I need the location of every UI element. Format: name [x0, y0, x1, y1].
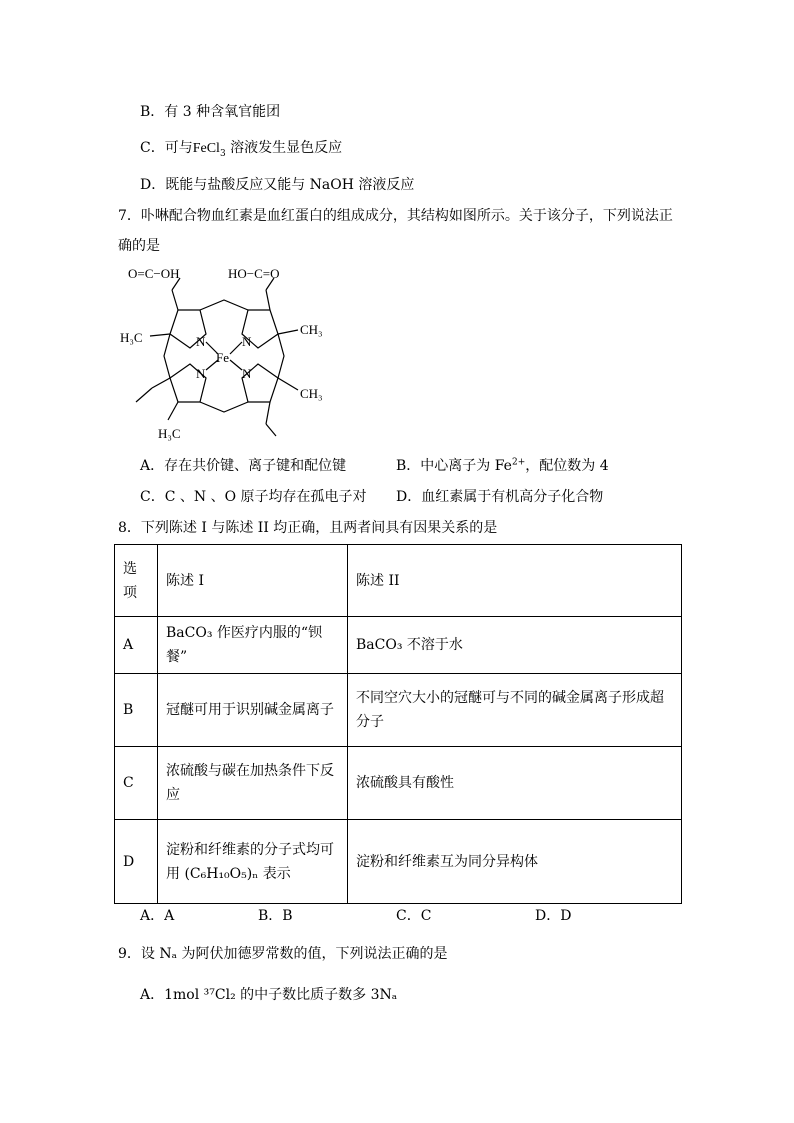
- q7-option-d: D．血红素属于有机高分子化合物: [396, 489, 604, 505]
- q6-option-c-post: 溶液发生显色反应: [230, 140, 343, 156]
- table-row: [115, 617, 682, 674]
- q7-option-b-pre: B．中心离子为 Fe: [396, 458, 512, 474]
- cooh-right-label: HO−C=O: [228, 266, 280, 281]
- row-c-statement-2: 浓硫酸具有酸性: [348, 747, 682, 820]
- q7-option-b-post: ，配位数为 4: [525, 458, 609, 474]
- q7-stem-line2: 确的是: [118, 238, 160, 254]
- methyl-left-label: H₃C: [120, 330, 143, 345]
- row-d-statement-1: 淀粉和纤维素的分子式均可用 (C₆H₁₀O₅)ₙ 表示: [158, 820, 348, 904]
- row-d-statement-2: 淀粉和纤维素互为同分异构体: [348, 820, 682, 904]
- row-a-statement-2: BaCO₃ 不溶于水: [348, 617, 682, 674]
- header-option: 选项: [115, 545, 158, 617]
- nitrogen-label-2: N: [242, 334, 252, 349]
- row-a-option: A: [115, 617, 158, 674]
- table-row: [115, 820, 682, 904]
- header-statement-2: 陈述 II: [348, 545, 682, 617]
- q6-option-c-pre: C．可与: [140, 140, 193, 156]
- q8-stem: 8．下列陈述 I 与陈述 II 均正确，且两者间具有因果关系的是: [118, 520, 498, 536]
- q6-option-c-sub: 3: [219, 148, 226, 159]
- row-b-option: B: [115, 674, 158, 747]
- iron-label: Fe: [216, 350, 229, 365]
- q6-option-c: [140, 138, 342, 159]
- nitrogen-label-4: N: [242, 366, 252, 381]
- q7-option-a: A．存在共价键、离子键和配位键: [140, 458, 347, 474]
- table-header-row: [115, 545, 682, 617]
- row-d-option: D: [115, 820, 158, 904]
- methyl-bottom-label: H₃C: [158, 426, 181, 441]
- table-row: [115, 674, 682, 747]
- q7-option-c: C．C 、N 、O 原子均存在孤电子对: [140, 489, 367, 505]
- nitrogen-label-3: N: [196, 366, 206, 381]
- q9-option-a: A．1mol ³⁷Cl₂ 的中子数比质子数多 3Nₐ: [140, 987, 398, 1003]
- row-c-option: C: [115, 747, 158, 820]
- heme-structure-diagram: [118, 262, 338, 447]
- q6-option-c-formula: FeCl: [192, 141, 220, 156]
- table-row: [115, 747, 682, 820]
- q8-answer-c: C．C: [396, 908, 432, 924]
- q7-option-b: [396, 456, 609, 476]
- methyl-right-bottom-label: CH₃: [300, 386, 323, 401]
- header-statement-1: 陈述 I: [158, 545, 348, 617]
- q7-option-b-sup: 2+: [511, 457, 526, 468]
- q6-option-d: D．既能与盐酸反应又能与 NaOH 溶液反应: [140, 177, 415, 193]
- q9-stem: 9．设 Nₐ 为阿伏加德罗常数的值，下列说法正确的是: [118, 946, 448, 962]
- q6-option-b: B．有 3 种含氧官能团: [140, 104, 281, 120]
- row-b-statement-2: 不同空穴大小的冠醚可与不同的碱金属离子形成超分子: [348, 674, 682, 747]
- row-b-statement-1: 冠醚可用于识别碱金属离子: [158, 674, 348, 747]
- q7-stem-line1: 7．卟啉配合物血红素是血红蛋白的组成成分，其结构如图所示。关于该分子，下列说法正: [118, 208, 673, 224]
- nitrogen-label-1: N: [196, 334, 206, 349]
- cooh-left-label: O=C−OH: [128, 266, 180, 281]
- q8-answer-a: A．A: [140, 908, 175, 924]
- row-a-statement-1: BaCO₃ 作医疗内服的“钡餐”: [158, 617, 348, 674]
- q8-answer-d: D．D: [535, 908, 572, 924]
- row-c-statement-1: 浓硫酸与碳在加热条件下反应: [158, 747, 348, 820]
- q8-answer-b: B．B: [258, 908, 293, 924]
- methyl-right-top-label: CH₃: [300, 322, 323, 337]
- q8-table: [114, 544, 682, 904]
